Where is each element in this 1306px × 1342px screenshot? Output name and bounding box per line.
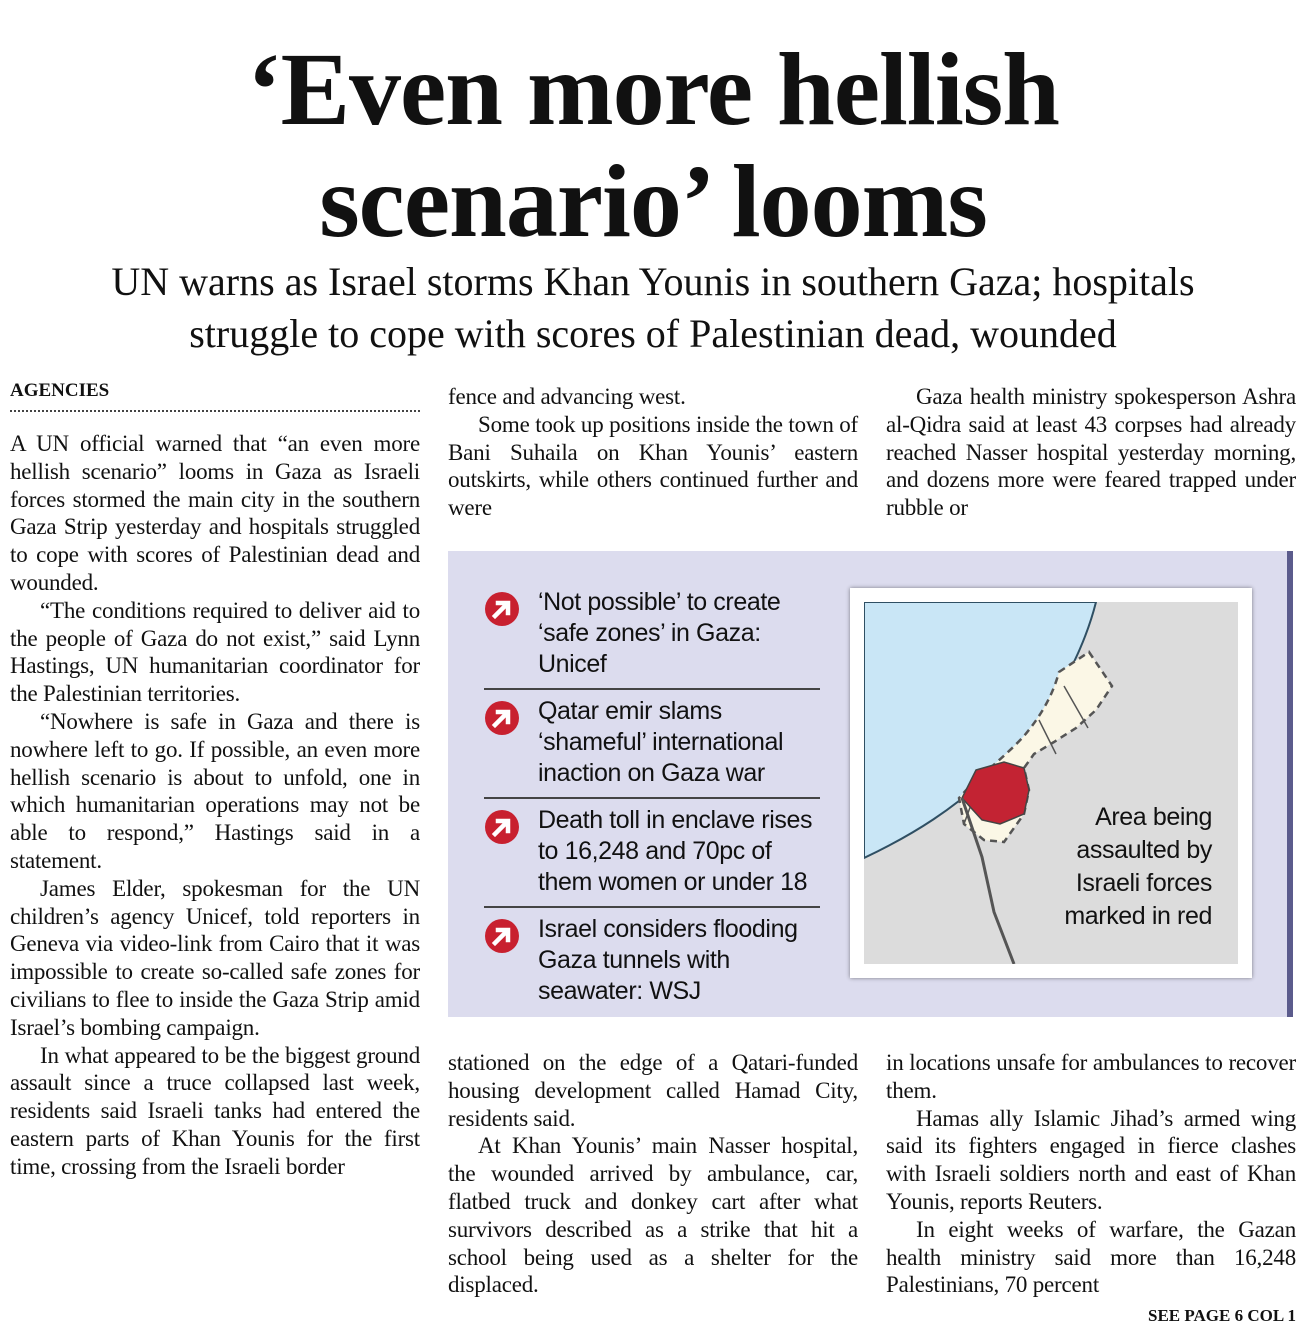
arrow-circle-icon — [484, 918, 520, 954]
arrow-circle-icon — [484, 591, 520, 627]
paragraph: In what appeared to be the biggest ground assault since a truce collapsed last week, residents said Israeli tanks had entered the eastern parts of Khan Younis for the first time, crossing from the Israeli border — [10, 1042, 420, 1179]
paragraph: A UN official warned that “an even more hellish scenario” looms in Gaza as Israeli forces stormed the main city in the southern Gaza Strip yesterday and hospitals struggled to cope with scores of Palestinian dead and wounded. — [10, 431, 420, 595]
gaza-map — [850, 588, 1252, 978]
paragraph: Some took up positions inside the town of Bani Suhaila on Khan Younis’ eastern outskirts, while others continued further and were — [448, 411, 858, 521]
continued-on-page-link[interactable]: SEE PAGE 6 COL 1 — [1148, 1306, 1296, 1325]
headline-line-1: ‘Even more hellish — [246, 32, 1060, 147]
paragraph: fence and advancing west. — [448, 384, 686, 409]
subheadline — [0, 256, 1306, 360]
paragraph: “Nowhere is safe in Gaza and there is nowhere left to go. If possible, an even more hellish scenario is about to unfold, one in which humanitarian operations may not be able to respond,” Hastings said in a statement. — [10, 708, 420, 873]
bullet-text: Death toll in enclave rises to 16,248 and 70pc of them women or under 18 — [538, 806, 813, 896]
bullet-item[interactable] — [484, 690, 820, 799]
subheadline-line-2: struggle to cope with scores of Palestinian dead, wounded — [189, 311, 1117, 356]
paragraph: stationed on the edge of a Qatari-funded housing development called Hamad City, residents said. — [448, 1050, 858, 1131]
paragraph: Gaza health ministry spokesperson Ashra al-Qidra said at least 43 corpses had already reached Nasser hospital yesterday morning, and dozens more were feared trapped under rubble or — [886, 384, 1296, 521]
bullet-text: Qatar emir slams ‘shameful’ international inaction on Gaza war — [538, 697, 784, 787]
headline — [0, 34, 1306, 258]
arrow-circle-icon — [484, 700, 520, 736]
paragraph: In eight weeks of warfare, the Gazan health ministry said more than 16,248 Palestinians, 70 percent — [886, 1216, 1296, 1298]
bullet-item[interactable] — [484, 799, 820, 908]
subheadline-line-1: UN warns as Israel storms Khan Younis in southern Gaza; hospitals — [111, 259, 1195, 304]
bullet-text: Israel considers flooding Gaza tunnels with seawater: WSJ — [538, 915, 798, 1005]
byline: AGENCIES — [10, 378, 420, 412]
infobox — [448, 551, 1287, 1017]
bullet-item[interactable] — [484, 908, 820, 1015]
headline-bullets — [484, 581, 820, 1015]
paragraph: At Khan Younis’ main Nasser hospital, the wounded arrived by ambulance, car, flatbed truck and donkey cart after what survivors described as a strike that hit a school being used as a shelter for the displaced. — [448, 1133, 858, 1298]
paragraph: in locations unsafe for ambulances to recover them. — [886, 1050, 1296, 1103]
article-column-1 — [10, 430, 420, 1181]
bullet-text: ‘Not possible’ to create ‘safe zones’ in Gaza: Unicef — [538, 588, 781, 678]
arrow-circle-icon — [484, 809, 520, 845]
bullet-item[interactable] — [484, 581, 820, 690]
paragraph: Hamas ally Islamic Jihad’s armed wing said its fighters engaged in fierce clashes with Israeli soldiers north and east of Khan Younis, reports Reuters. — [886, 1105, 1296, 1214]
paragraph: “The conditions required to deliver aid to the people of Gaza do not exist,” said Lynn Hastings, UN humanitarian coordinator for the Palestinian territories. — [10, 597, 420, 707]
paragraph: James Elder, spokesman for the UN children’s agency Unicef, told reporters in Geneva via video-link from Cairo that it was impossible to create so-called safe zones for civilians to flee to inside the Gaza Strip amid Israel’s bombing campaign. — [10, 875, 420, 1040]
infobox-side-rule — [1287, 551, 1293, 1017]
article-column-2-top — [448, 383, 858, 522]
article-column-3-top — [886, 383, 1296, 522]
headline-line-2: scenario’ looms — [319, 144, 987, 259]
article-column-3-bottom — [886, 1049, 1296, 1299]
article-column-2-bottom — [448, 1049, 858, 1299]
map-label: Area being assaulted by Israeli forces marked in red — [1064, 803, 1212, 930]
